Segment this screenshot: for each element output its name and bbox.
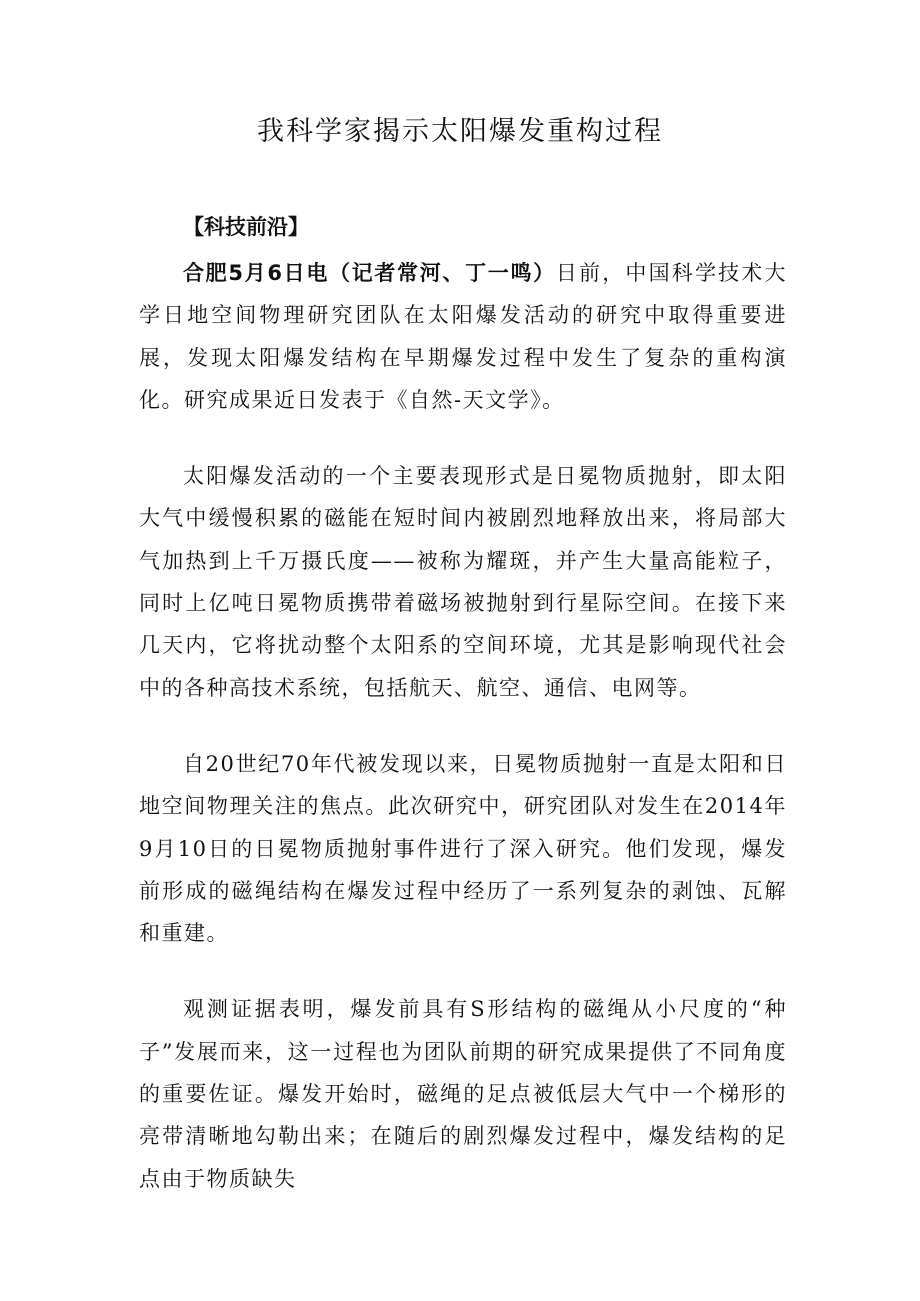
paragraph-1 bbox=[139, 252, 787, 421]
paragraph-3: 自20世纪70年代被发现以来，日冕物质抛射一直是太阳和日地空间物理关注的焦点。此次研究中，研究团队对发生在2014年9月10日的日冕物质抛射事件进行了深入研究。他们发现，爆发前形成的磁绳结构在爆发过程中经历了一系列复杂的剥蚀、瓦解和重建。 bbox=[139, 751, 787, 946]
paragraph-4: 观测证据表明，爆发前具有S形结构的磁绳从小尺度的“种子”发展而来，这一过程也为团队前期的研究成果提供了不同角度的重要佐证。爆发开始时，磁绳的足点被低层大气中一个梯形的亮带清晰地勾勒出来；在随后的剧烈爆发过程中，爆发结构的足点由于物质缺失 bbox=[139, 997, 787, 1191]
article-body bbox=[139, 206, 787, 1200]
paragraph-1-text: 日前，中国科学技术大学日地空间物理研究团队在太阳爆发活动的研究中取得重要进展，发现太阳爆发结构在早期爆发过程中发生了复杂的重构演化。研究成果近日发表于《自然-天文学》。 bbox=[139, 261, 787, 412]
article-title: 我科学家揭示太阳爆发重构过程 bbox=[257, 116, 663, 147]
dateline: 合肥5月6日电（记者常河、丁一鸣） bbox=[183, 261, 556, 285]
paragraph-2: 太阳爆发活动的一个主要表现形式是日冕物质抛射，即太阳大气中缓慢积累的磁能在短时间内被剧烈地释放出来，将局部大气加热到上千万摄氏度——被称为耀斑，并产生大量高能粒子，同时上亿吨日冕物质携带着磁场被抛射到行星际空间。在接下来几天内，它将扰动整个太阳系的空间环境，尤其是影响现代社会中的各种高技术系统，包括航天、航空、通信、电网等。 bbox=[139, 464, 787, 700]
section-tag: 【科技前沿】 bbox=[183, 215, 309, 239]
